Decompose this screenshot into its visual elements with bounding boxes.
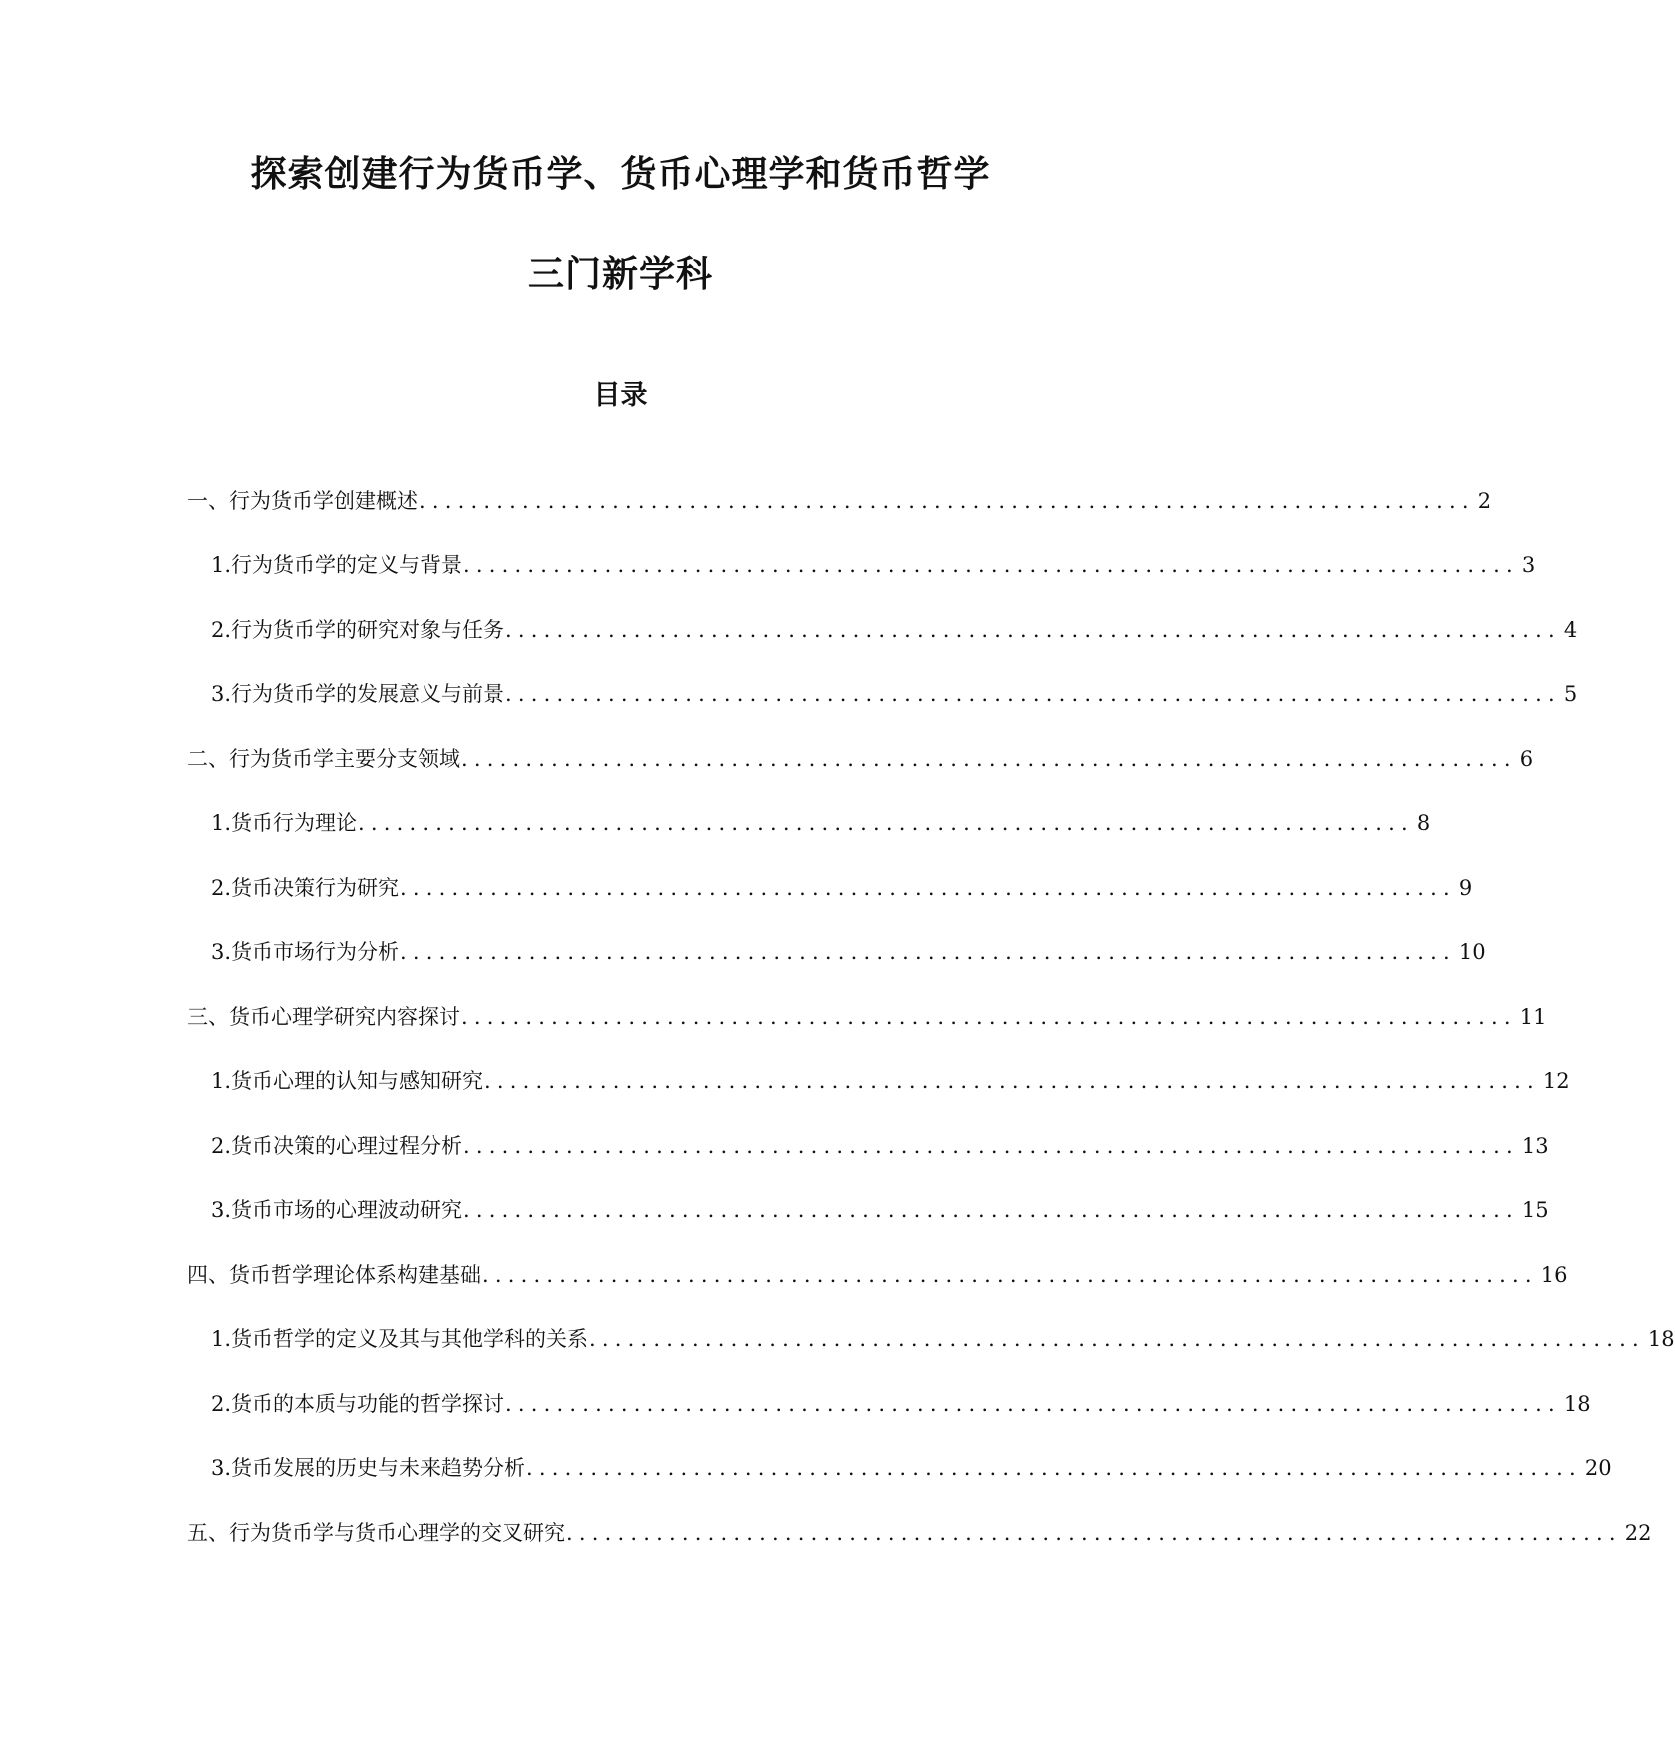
toc-entry-title: 货币的本质与功能的哲学探讨 xyxy=(231,1392,505,1416)
toc-page-number: 4 xyxy=(1563,618,1578,642)
toc-entry-subsection-1-1[interactable] xyxy=(211,551,1536,579)
toc-entry-title: 二、行为货币学主要分支领域 xyxy=(187,747,460,771)
toc-entry-title: 五、行为货币学与货币心理学的交叉研究 xyxy=(187,1521,565,1545)
toc-entry-section-3[interactable] xyxy=(187,1003,1547,1031)
toc-entry-title: 行为货币学的定义与背景 xyxy=(231,553,463,577)
toc-entry-number: 3. xyxy=(211,1456,232,1480)
toc-page-number: 2 xyxy=(1477,489,1492,513)
toc-page-number: 20 xyxy=(1584,1456,1612,1480)
document-title-line-1: 探索创建行为货币学、货币心理学和货币哲学 xyxy=(250,154,991,195)
toc-entry-subsection-4-2[interactable] xyxy=(211,1390,1591,1418)
toc-dot-leader: .................................................................................. xyxy=(482,1263,1538,1287)
toc-entry-title: 三、货币心理学研究内容探讨 xyxy=(187,1005,460,1029)
toc-entry-subsection-1-2[interactable] xyxy=(211,616,1578,644)
toc-dot-leader: .................................................................................. xyxy=(419,489,1475,513)
toc-entry-subsection-3-1[interactable] xyxy=(211,1067,1570,1095)
toc-entry-number: 2. xyxy=(211,1134,232,1158)
toc-dot-leader: .................................................................................. xyxy=(358,811,1414,835)
toc-page-number: 3 xyxy=(1521,553,1536,577)
toc-entry-title: 货币心理的认知与感知研究 xyxy=(231,1069,484,1093)
document-title-line-2: 三门新学科 xyxy=(527,254,713,295)
toc-entry-section-5[interactable] xyxy=(187,1519,1652,1547)
toc-entry-number: 1. xyxy=(211,1069,232,1093)
toc-entry-number: 3. xyxy=(211,1198,232,1222)
toc-dot-leader: .................................................................................. xyxy=(461,1005,1517,1029)
toc-page-number: 22 xyxy=(1624,1521,1652,1545)
toc-entry-title: 一、行为货币学创建概述 xyxy=(187,489,418,513)
toc-heading: 目录 xyxy=(593,380,648,411)
toc-entry-number: 1. xyxy=(211,553,232,577)
toc-entry-title: 货币行为理论 xyxy=(231,811,358,835)
toc-entry-subsection-4-3[interactable] xyxy=(211,1454,1612,1482)
toc-entry-title: 货币决策行为研究 xyxy=(231,876,400,900)
toc-page-number: 9 xyxy=(1458,876,1473,900)
toc-dot-leader: .................................................................................. xyxy=(505,618,1561,642)
toc-dot-leader: .................................................................................. xyxy=(505,1392,1561,1416)
toc-page-number: 15 xyxy=(1521,1198,1549,1222)
toc-page-number: 8 xyxy=(1416,811,1431,835)
toc-entry-number: 3. xyxy=(211,682,232,706)
toc-entry-title: 货币哲学的定义及其与其他学科的关系 xyxy=(231,1327,589,1351)
toc-page-number: 18 xyxy=(1647,1327,1675,1351)
toc-dot-leader: .................................................................................. xyxy=(463,1134,1519,1158)
toc-page-number: 12 xyxy=(1542,1069,1570,1093)
toc-entry-subsection-2-2[interactable] xyxy=(211,874,1473,902)
toc-entry-subsection-4-1[interactable] xyxy=(211,1325,1675,1353)
toc-entry-title: 货币发展的历史与未来趋势分析 xyxy=(231,1456,526,1480)
toc-entry-number: 1. xyxy=(211,1327,232,1351)
toc-page-number: 5 xyxy=(1563,682,1578,706)
toc-dot-leader: .................................................................................. xyxy=(484,1069,1540,1093)
toc-entry-section-1[interactable] xyxy=(187,487,1492,515)
toc-entry-title: 行为货币学的发展意义与前景 xyxy=(231,682,505,706)
toc-dot-leader: .................................................................................. xyxy=(589,1327,1645,1351)
toc-entry-title: 四、货币哲学理论体系构建基础 xyxy=(187,1263,481,1287)
toc-dot-leader: .................................................................................. xyxy=(566,1521,1622,1545)
toc-page-number: 10 xyxy=(1458,940,1486,964)
toc-entry-subsection-3-2[interactable] xyxy=(211,1132,1549,1160)
toc-page-number: 18 xyxy=(1563,1392,1591,1416)
toc-entry-number: 2. xyxy=(211,1392,232,1416)
toc-dot-leader: .................................................................................. xyxy=(505,682,1561,706)
toc-dot-leader: .................................................................................. xyxy=(400,876,1456,900)
toc-entry-subsection-3-3[interactable] xyxy=(211,1196,1549,1224)
toc-page-number: 6 xyxy=(1519,747,1534,771)
toc-entry-number: 2. xyxy=(211,618,232,642)
toc-entry-number: 3. xyxy=(211,940,232,964)
toc-page-number: 11 xyxy=(1519,1005,1547,1029)
toc-entry-section-2[interactable] xyxy=(187,745,1534,773)
toc-dot-leader: .................................................................................. xyxy=(400,940,1456,964)
toc-entry-title: 行为货币学的研究对象与任务 xyxy=(231,618,505,642)
toc-entry-subsection-1-3[interactable] xyxy=(211,680,1578,708)
toc-entry-subsection-2-3[interactable] xyxy=(211,938,1486,966)
toc-dot-leader: .................................................................................. xyxy=(463,553,1519,577)
toc-dot-leader: .................................................................................. xyxy=(461,747,1517,771)
toc-entry-title: 货币市场行为分析 xyxy=(231,940,400,964)
toc-entry-title: 货币决策的心理过程分析 xyxy=(231,1134,463,1158)
toc-dot-leader: .................................................................................. xyxy=(526,1456,1582,1480)
toc-page-number: 16 xyxy=(1540,1263,1568,1287)
toc-page-number: 13 xyxy=(1521,1134,1549,1158)
toc-entry-section-4[interactable] xyxy=(187,1261,1568,1289)
toc-entry-number: 1. xyxy=(211,811,232,835)
toc-dot-leader: .................................................................................. xyxy=(463,1198,1519,1222)
toc-entry-title: 货币市场的心理波动研究 xyxy=(231,1198,463,1222)
toc-entry-subsection-2-1[interactable] xyxy=(211,809,1431,837)
toc-entry-number: 2. xyxy=(211,876,232,900)
